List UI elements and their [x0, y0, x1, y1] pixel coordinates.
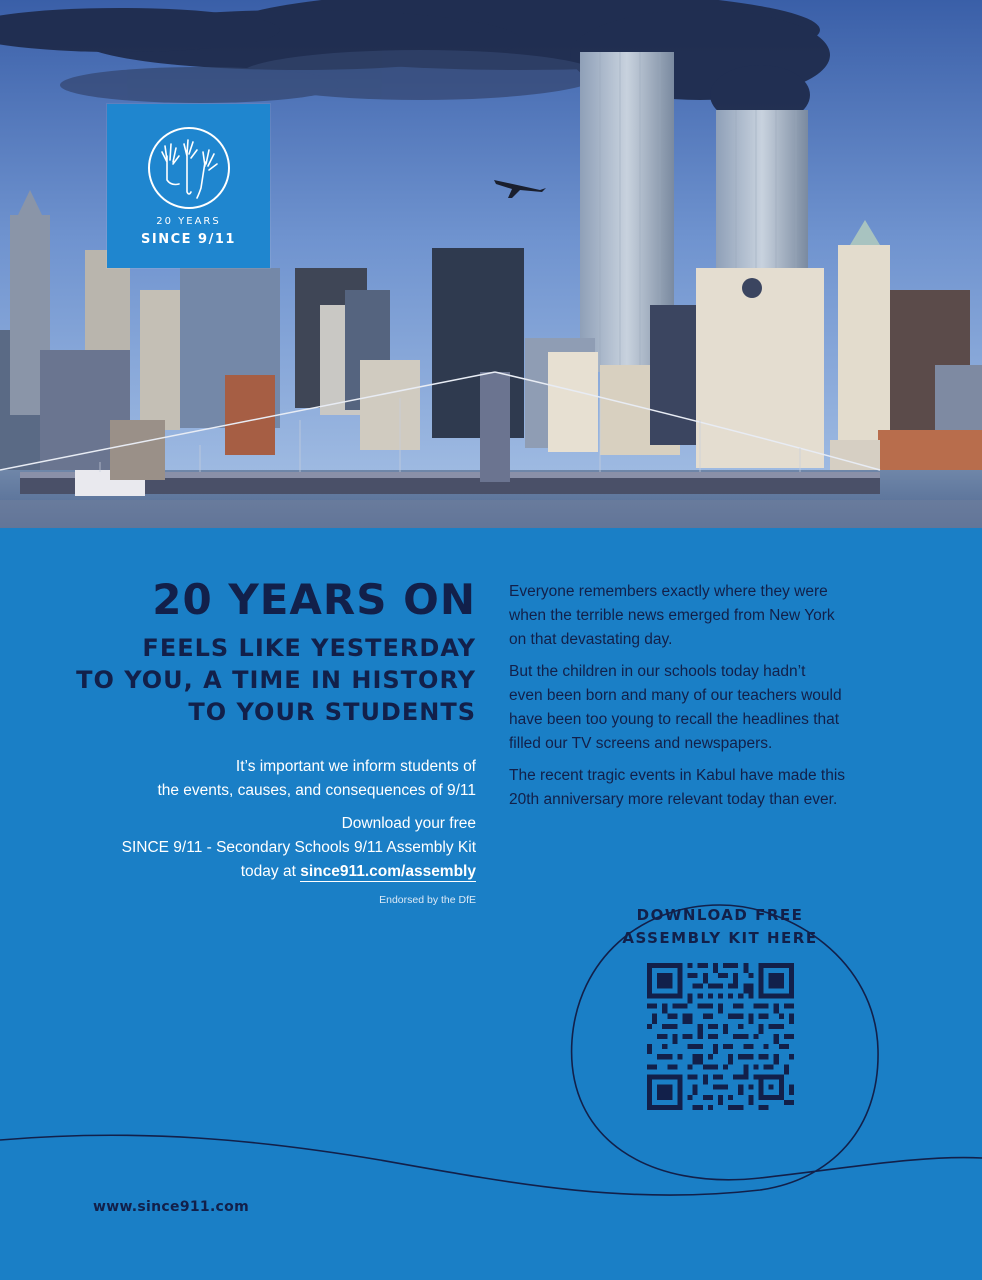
body-line: 20th anniversary more relevant today than ever.	[509, 791, 838, 808]
body-paragraph	[509, 580, 869, 652]
badge-since-text: SINCE 9/11	[141, 232, 236, 247]
body-line: filled our TV screens and newspapers.	[509, 735, 773, 752]
download-prefix: today at	[240, 863, 301, 880]
intro-line: the events, causes, and consequences of 9/11	[157, 782, 476, 799]
qr-title-line: ASSEMBLY KIT HERE	[622, 929, 818, 947]
body-paragraph	[509, 764, 869, 812]
body-line: have been too young to recall the headlines that	[509, 711, 840, 728]
hands-logo-icon	[143, 122, 235, 214]
footer-website-link[interactable]: www.since911.com	[93, 1199, 249, 1215]
intro-text	[60, 755, 476, 803]
qr-title-line: DOWNLOAD FREE	[636, 906, 804, 924]
sub-headline	[60, 632, 476, 728]
body-line: even been born and many of our teachers would	[509, 687, 842, 704]
qr-title	[600, 904, 840, 950]
body-line: The recent tragic events in Kabul have made this	[509, 767, 846, 784]
headline-block	[60, 574, 476, 728]
download-line	[60, 860, 476, 884]
download-line: SINCE 9/11 - Secondary Schools 9/11 Assembly Kit	[121, 839, 476, 856]
body-line: when the terrible news emerged from New York	[509, 607, 835, 624]
since-911-logo-badge	[107, 104, 270, 268]
download-text	[60, 812, 476, 884]
body-line: on that devastating day.	[509, 631, 673, 648]
body-line: Everyone remembers exactly where they were	[509, 583, 828, 600]
badge-years-text: 20 YEARS	[156, 216, 221, 227]
main-headline: 20 YEARS ON	[152, 575, 476, 624]
qr-code-icon[interactable]	[647, 963, 794, 1110]
download-line: Download your free	[341, 815, 476, 832]
body-copy	[509, 580, 869, 820]
body-line: But the children in our schools today hadn’t	[509, 663, 806, 680]
assembly-link[interactable]: since911.com/assembly	[300, 863, 476, 880]
intro-line: It’s important we inform students of	[235, 758, 476, 775]
sub-headline-line: TO YOUR STUDENTS	[188, 698, 476, 726]
sub-headline-line: FEELS LIKE YESTERDAY	[142, 634, 476, 662]
body-paragraph	[509, 660, 869, 756]
endorsement-note: Endorsed by the DfE	[379, 894, 476, 906]
sub-headline-line: TO YOU, A TIME IN HISTORY	[76, 666, 476, 694]
